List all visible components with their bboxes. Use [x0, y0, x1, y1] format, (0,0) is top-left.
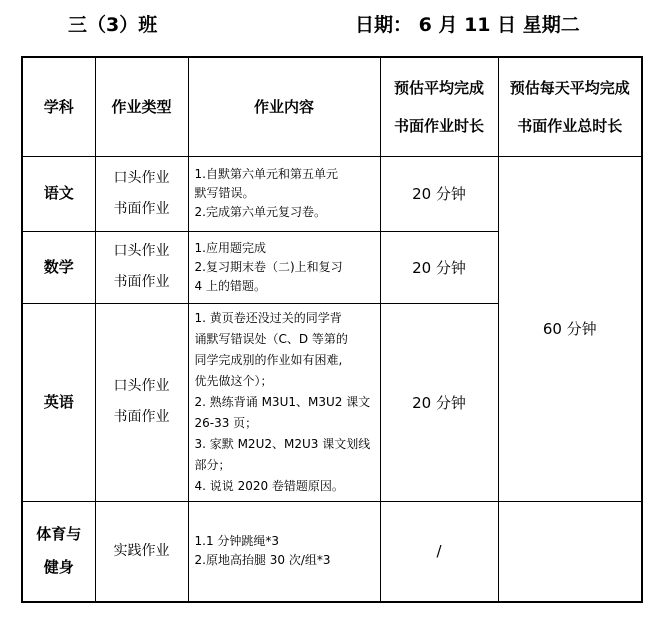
duration-cell: 20 分钟 — [380, 156, 498, 231]
empty-cell — [498, 501, 642, 602]
header-content: 作业内容 — [188, 57, 380, 156]
content-line: 优先做这个）； — [194, 373, 273, 388]
content-cell — [188, 231, 380, 303]
content-line: 2.复习期末卷（二)上和复习 — [194, 259, 343, 274]
homework-table — [21, 56, 643, 603]
header-subject: 学科 — [22, 57, 95, 156]
subject-label: 体育与 — [36, 525, 82, 544]
header-daily-line2: 书面作业总时长 — [517, 116, 623, 135]
header-type: 作业类型 — [95, 57, 188, 156]
type-cell — [95, 156, 188, 231]
content-cell — [188, 303, 380, 501]
class-title: 三（3）班 — [68, 14, 158, 36]
total-duration-cell: 60 分钟 — [498, 156, 642, 501]
header-daily-line1: 预估每天平均完成 — [509, 78, 630, 97]
duration-cell: 20 分钟 — [380, 231, 498, 303]
content-line: 26-33 页； — [194, 415, 258, 430]
type-label: 实践作业 — [113, 542, 170, 559]
duration-cell: / — [380, 501, 498, 602]
type-label: 口头作业 — [113, 169, 170, 186]
header-daily-total — [498, 57, 642, 156]
type-cell — [95, 501, 188, 602]
content-line: 1.应用题完成 — [194, 240, 266, 255]
subject-cell — [22, 156, 95, 231]
subject-cell — [22, 501, 95, 602]
subject-label: 健身 — [43, 558, 74, 577]
content-line: 2.完成第六单元复习卷。 — [194, 205, 326, 219]
content-line: 1.1 分钟跳绳*3 — [194, 534, 280, 549]
type-label: 书面作业 — [113, 274, 170, 290]
type-cell — [95, 303, 188, 501]
content-line: 4. 说说 2020 卷错题原因。 — [194, 478, 344, 493]
type-label: 口头作业 — [113, 378, 170, 395]
subject-cell — [22, 303, 95, 501]
content-line: 默写错误。 — [194, 186, 255, 200]
content-cell — [188, 501, 380, 602]
content-line: 2.原地高抬腿 30 次/组*3 — [194, 553, 331, 568]
subject-label: 英语 — [43, 392, 74, 411]
type-cell — [95, 231, 188, 303]
content-line: 3. 家默 M2U2、M2U3 课文划线 — [194, 436, 371, 451]
header-avg-duration — [380, 57, 498, 156]
type-label: 口头作业 — [113, 243, 170, 260]
type-label: 书面作业 — [113, 409, 170, 425]
content-line: 1. 黄页卷还没过关的同学背 — [194, 310, 342, 325]
content-line: 诵默写错误处（C、D 等第的 — [194, 331, 348, 346]
subject-label: 数学 — [43, 257, 74, 276]
content-line: 2. 熟练背诵 M3U1、M3U2 课文 — [194, 394, 371, 409]
table-header-row — [22, 57, 642, 156]
duration-cell: 20 分钟 — [380, 303, 498, 501]
content-line: 同学完成别的作业如有困难, — [194, 352, 343, 367]
header-avg-line2: 书面作业时长 — [393, 116, 484, 135]
table-row — [22, 501, 642, 602]
subject-label: 语文 — [43, 184, 74, 202]
table-row — [22, 156, 642, 231]
content-line: 部分； — [194, 457, 231, 472]
subject-cell — [22, 231, 95, 303]
type-label: 书面作业 — [113, 200, 170, 217]
date-title: 日期： 6 月 11 日 星期二 — [355, 14, 580, 36]
content-cell — [188, 156, 380, 231]
content-line: 4 上的错题。 — [194, 278, 266, 293]
content-line: 1.自默第六单元和第五单元 — [194, 167, 338, 181]
header-avg-line1: 预估平均完成 — [393, 78, 484, 97]
